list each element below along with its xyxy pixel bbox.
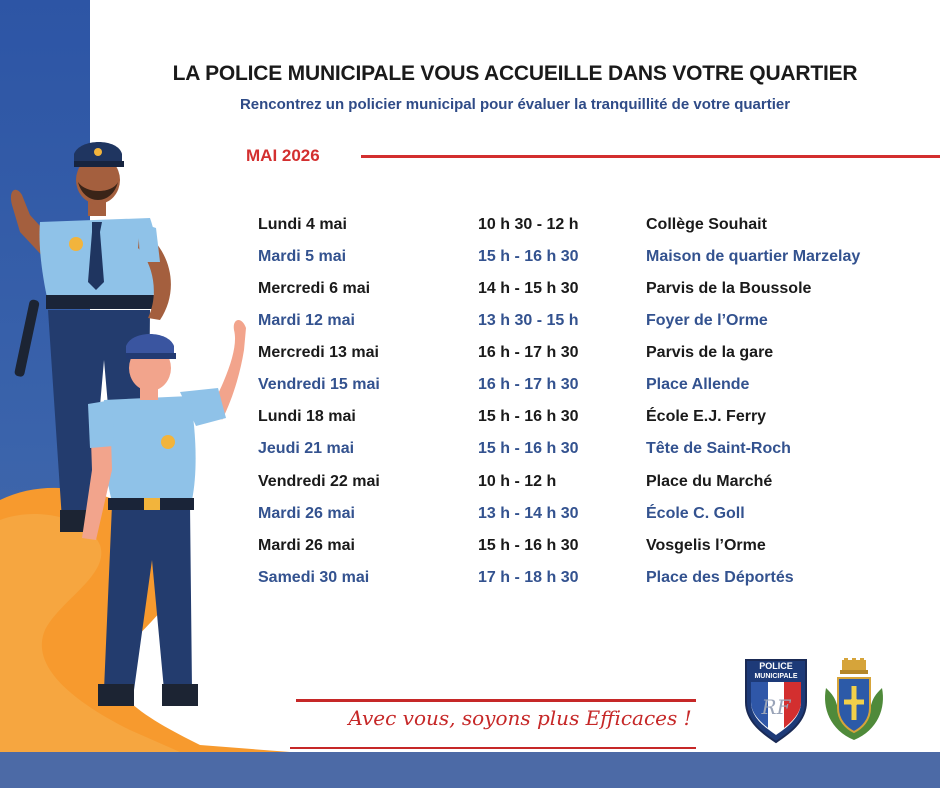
schedule-place: Place Allende — [646, 376, 750, 393]
schedule-row — [258, 376, 940, 400]
badge-initials: RF — [761, 695, 791, 719]
schedule-time: 10 h 30 - 12 h — [478, 216, 579, 233]
schedule-time: 13 h - 14 h 30 — [478, 505, 579, 522]
schedule-place: Vosgelis l’Orme — [646, 537, 766, 554]
police-municipale-badge-icon — [742, 656, 810, 744]
schedule-time: 15 h - 16 h 30 — [478, 408, 579, 425]
footer-divider-bottom — [290, 747, 696, 749]
schedule-day: Mercredi 6 mai — [258, 280, 371, 297]
schedule-place: Maison de quartier Marzelay — [646, 248, 861, 265]
schedule-row — [258, 473, 940, 497]
schedule-time: 10 h - 12 h — [478, 473, 557, 490]
schedule-row — [258, 440, 940, 464]
schedule-time: 13 h 30 - 15 h — [478, 312, 579, 329]
schedule-row — [258, 216, 940, 240]
schedule-row — [258, 505, 940, 529]
schedule-place: École E.J. Ferry — [646, 408, 767, 425]
schedule-time: 15 h - 16 h 30 — [478, 248, 579, 265]
schedule-row — [258, 344, 940, 368]
schedule-day: Mardi 26 mai — [258, 505, 355, 522]
schedule-place: Parvis de la Boussole — [646, 280, 812, 297]
schedule-place: Foyer de l’Orme — [646, 312, 768, 329]
schedule-time: 15 h - 16 h 30 — [478, 440, 579, 457]
schedule-day: Vendredi 22 mai — [258, 473, 380, 490]
schedule-day: Jeudi 21 mai — [258, 440, 355, 457]
page-subtitle: Rencontrez un policier municipal pour évaluer la tranquillité de votre quartier — [239, 96, 791, 113]
page-title: LA POLICE MUNICIPALE VOUS ACCUEILLE DANS VOTRE QUARTIER — [172, 62, 858, 85]
schedule-time: 16 h - 17 h 30 — [478, 376, 579, 393]
schedule-place: Parvis de la gare — [646, 344, 774, 361]
schedule-place: Place des Déportés — [646, 569, 794, 586]
bottom-blue-band — [0, 752, 940, 788]
footer-slogan: Avec vous, soyons plus Efficaces ! — [348, 706, 692, 730]
schedule-row — [258, 280, 940, 304]
schedule-day: Mercredi 13 mai — [258, 344, 379, 361]
schedule-day: Mardi 26 mai — [258, 537, 355, 554]
schedule-place: École C. Goll — [646, 505, 745, 522]
schedule-place: Tête de Saint-Roch — [646, 440, 791, 457]
schedule-row — [258, 248, 940, 272]
schedule-time: 15 h - 16 h 30 — [478, 537, 579, 554]
badge-text-municipale: MUNICIPALE — [754, 673, 798, 680]
schedule-row — [258, 569, 940, 593]
schedule-row — [258, 312, 940, 336]
schedule-time: 16 h - 17 h 30 — [478, 344, 579, 361]
month-divider — [361, 155, 940, 158]
month-heading: MAI 2026 — [246, 146, 320, 165]
footer-divider-top — [296, 699, 696, 702]
schedule-time: 14 h - 15 h 30 — [478, 280, 579, 297]
schedule-time: 17 h - 18 h 30 — [478, 569, 579, 586]
city-coat-of-arms-icon — [820, 658, 888, 744]
schedule-day: Lundi 18 mai — [258, 408, 356, 425]
schedule-day: Mardi 12 mai — [258, 312, 355, 329]
schedule-row — [258, 537, 940, 561]
schedule-day: Samedi 30 mai — [258, 569, 370, 586]
schedule-day: Mardi 5 mai — [258, 248, 347, 265]
schedule-row — [258, 408, 940, 432]
schedule-day: Lundi 4 mai — [258, 216, 347, 233]
schedule-place: Collège Souhait — [646, 216, 767, 233]
schedule-day: Vendredi 15 mai — [258, 376, 380, 393]
schedule-place: Place du Marché — [646, 473, 773, 490]
badge-text-police: POLICE — [759, 661, 793, 671]
